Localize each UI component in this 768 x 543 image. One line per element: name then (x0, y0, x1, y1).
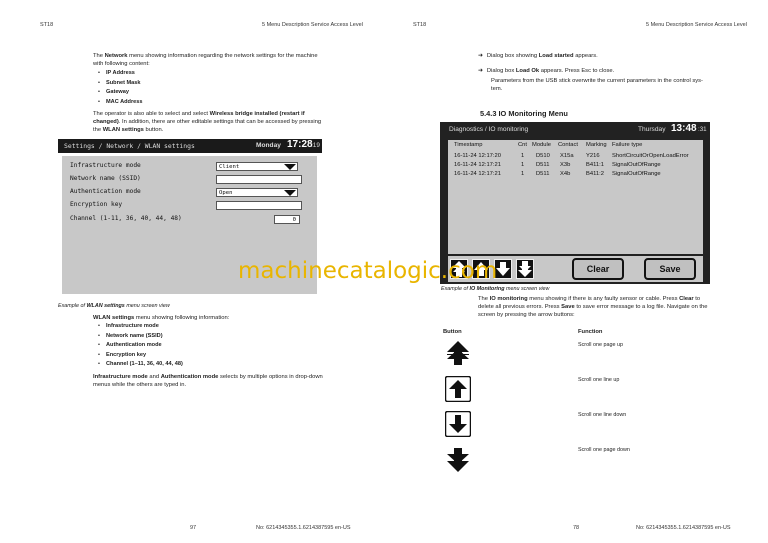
io-description: The IO monitoring menu showing if there is any faulty sensor or cable. Press Clear to delete all previous errors. Press Save to save error message to a log file. Navigate on the screen by pressing the arrow buttons: (478, 296, 708, 319)
field-label: Infrastructure mode (70, 162, 141, 169)
line-down-icon (445, 411, 471, 437)
left-header-section: 5 Menu Description Service Access Level (262, 22, 363, 28)
field-label: Network name (SSID) (70, 175, 141, 182)
left-doc-number: No: 6214345355.1.6214387595 en-US (256, 525, 351, 531)
list-item: • MAC Address (98, 98, 142, 108)
list-header: Timestamp Cnt Module Contact Marking Failure type (454, 142, 643, 148)
infrastructure-mode-select[interactable]: Client (216, 162, 298, 171)
list-item: • Gateway (98, 88, 142, 98)
load-ok-line: ➜ Dialog box Load Ok appears. Press Esc to close. (478, 68, 615, 74)
screen-day: Monday (256, 142, 281, 149)
section-heading: 5.4.3 IO Monitoring Menu (480, 109, 568, 118)
list-item[interactable]: 16-11-24 12:17:21 1 D511 X3b B411:1 SignalOutOfRange (454, 162, 661, 168)
right-header-section: 5 Menu Description Service Access Level (646, 22, 747, 28)
table-row-function: Scroll one page down (578, 447, 630, 453)
screen-title: Settings / Network / WLAN settings (64, 142, 195, 150)
table-row-function: Scroll one line down (578, 412, 627, 418)
chevron-down-icon (284, 190, 296, 196)
wlan-caption: Example of WLAN settings menu screen view (58, 303, 170, 309)
page-down-button[interactable] (516, 259, 534, 279)
screen-title-bar (58, 139, 322, 153)
clear-button[interactable]: Clear (572, 258, 624, 280)
line-up-icon (445, 376, 471, 402)
io-error-list[interactable] (448, 140, 703, 254)
page-up-icon (445, 340, 471, 366)
screen-title: Diagnostics / IO monitoring (449, 126, 529, 133)
encryption-key-input[interactable] (216, 201, 302, 210)
field-label: Encryption key (70, 201, 123, 208)
left-header-code: ST18 (40, 22, 54, 28)
dropdown-paragraph: Infrastructure mode and Authentication mode selects by multiple options in drop-down menus while the others are typed in. (93, 374, 323, 389)
chevron-down-icon (284, 164, 296, 170)
screen-title-bar (440, 122, 710, 136)
channel-input[interactable]: 0 (274, 215, 300, 224)
network-intro: The Network menu showing information regarding the network settings for the machine with following content: (93, 53, 318, 68)
table-row-function: Scroll one page up (578, 342, 623, 348)
io-caption: Example of IO Monitoring menu screen view (441, 286, 550, 292)
params-paragraph: Parameters from the USB stick overwrite the current parameters in the control sys- tem. (491, 78, 703, 93)
right-page-number: 78 (573, 525, 580, 531)
screen-seconds: :31 (698, 126, 707, 133)
right-header-code: ST18 (413, 22, 427, 28)
table-header-function: Function (578, 329, 603, 335)
load-started-line: ➜ Dialog box showing Load started appears. (478, 53, 598, 59)
watermark: machinecatalogic.com (238, 258, 498, 284)
field-label: Authentication mode (70, 188, 141, 195)
list-item: • Subnet Mask (98, 79, 142, 89)
list-item: • Infrastructure mode (98, 322, 183, 332)
table-header-button: Button (443, 329, 462, 335)
list-item: • IP Address (98, 69, 142, 79)
operator-paragraph: The operator is also able to select and select Wireless bridge installed (restart if changed). In addition, there are other editable settings that can be accessed by pressing the WLAN settings button. (93, 111, 322, 134)
page-down-icon (445, 447, 471, 473)
list-item: • Network name (SSID) (98, 332, 183, 342)
line-down-icon (495, 260, 511, 278)
list-item: • Encryption key (98, 351, 183, 361)
table-row-function: Scroll one line up (578, 377, 620, 383)
network-items-list (98, 69, 142, 107)
wlan-items-list (98, 322, 183, 370)
authentication-mode-select[interactable]: Open (216, 188, 298, 197)
field-label: Channel (1-11, 36, 40, 44, 48) (70, 215, 182, 222)
save-button[interactable]: Save (644, 258, 696, 280)
list-item: • Channel (1–11, 36, 40, 44, 48) (98, 360, 183, 370)
screen-time: 17:28 (287, 139, 313, 150)
wlan-intro: WLAN settings menu showing following information: (93, 315, 230, 321)
network-name-input[interactable] (216, 175, 302, 184)
left-page-number: 97 (190, 525, 197, 531)
screen-day: Thursday (638, 126, 666, 133)
arrow-right-icon: ➜ (478, 53, 483, 59)
screen-seconds: :19 (311, 142, 320, 149)
list-item[interactable]: 16-11-24 12:17:20 1 D510 X15a Y216 ShortCircuitOrOpenLoadError (454, 153, 689, 159)
list-item[interactable]: 16-11-24 12:17:21 1 D511 X4b B411:2 SignalOutOfRange (454, 171, 661, 177)
page-down-icon (517, 260, 533, 278)
list-item: • Authentication mode (98, 341, 183, 351)
screen-time: 13:48 (671, 123, 697, 134)
arrow-right-icon: ➜ (478, 68, 483, 74)
right-doc-number: No: 6214345355.1.6214387595 en-US (636, 525, 731, 531)
